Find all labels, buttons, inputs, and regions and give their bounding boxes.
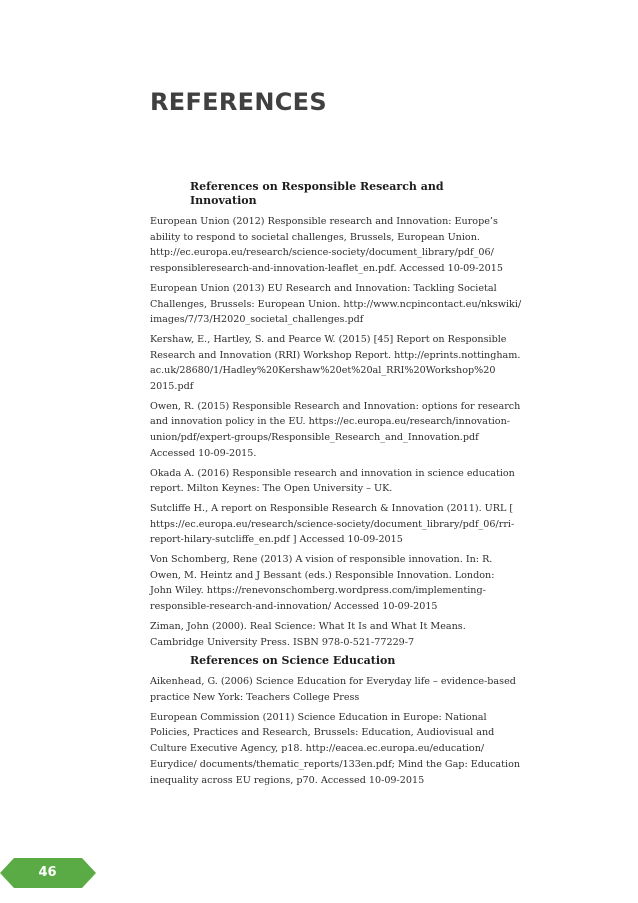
reference-line: ac.uk/28680/1/Hadley%20Kershaw%20et%20al_RRI%20Workshop%20: [150, 365, 496, 377]
reference-line: Challenges, Brussels: European Union. http://www.ncpincontact.eu/nkswiki/: [150, 298, 522, 310]
reference-line: Eurydice/ documents/thematic_reports/133en.pdf; Mind the Gap: Education: [150, 758, 521, 770]
reference-line: Von Schomberg, Rene (2013) A vision of responsible innovation. In: R.: [150, 554, 493, 566]
reference-line: responsibleresearch-and-innovation-leaflet_en.pdf. Accessed 10-09-2015: [150, 263, 503, 275]
reference-line: Kershaw, E., Hartley, S. and Pearce W. (2015) [45] Report on Responsible: [150, 333, 507, 345]
reference-line: images/7/73/H2020_societal_challenges.pdf: [150, 314, 364, 326]
reference-entry: [150, 619, 495, 650]
reference-entry: [150, 674, 516, 705]
reference-entry: [150, 399, 521, 462]
reference-line: John Wiley. https://renevonschomberg.wordpress.com/implementing-: [150, 585, 486, 597]
reference-entry: [150, 214, 503, 277]
reference-line: 2015.pdf: [150, 381, 194, 393]
section-heading-rri: References on Responsible Research and Innovation: [190, 180, 444, 207]
page-number: 46: [38, 865, 57, 880]
reference-line: ability to respond to societal challenges, Brussels, European Union.: [150, 231, 480, 243]
reference-line: European Union (2013) EU Research and Innovation: Tackling Societal: [150, 282, 497, 294]
reference-entry: [150, 710, 521, 789]
reference-line: Sutcliffe H., A report on Responsible Research & Innovation (2011). URL [: [150, 502, 514, 514]
reference-entry: [150, 501, 515, 548]
reference-line: European Union (2012) Responsible research and Innovation: Europe’s: [150, 216, 498, 227]
reference-entry: [150, 332, 521, 395]
reference-line: union/pdf/expert-groups/Responsible_Research_and_Innovation.pdf: [150, 432, 479, 444]
reference-line: report. Milton Keynes: The Open University – UK.: [150, 483, 393, 495]
reference-list-rri: [150, 214, 522, 650]
reference-line: and innovation policy in the EU. https://ec.europa.eu/research/innovation-: [150, 416, 511, 428]
reference-line: Policies, Practices and Research, Brussels: Education, Audiovisual and: [150, 727, 495, 739]
references-content: [150, 180, 522, 792]
reference-line: Culture Executive Agency, p18. http://eacea.ec.europa.eu/education/: [150, 743, 485, 755]
reference-line: Okada A. (2016) Responsible research and innovation in science education: [150, 467, 515, 479]
reference-line: practice New York: Teachers College Press: [150, 691, 360, 703]
section-heading-science-education: References on Science Education: [190, 654, 396, 668]
page-title: REFERENCES: [150, 88, 327, 116]
reference-line: Owen, M. Heintz and J Bessant (eds.) Responsible Innovation. London:: [150, 569, 495, 581]
reference-entry: [150, 466, 515, 497]
reference-entry: [150, 552, 495, 615]
reference-line: Owen, R. (2015) Responsible Research and Innovation: options for research: [150, 400, 521, 412]
reference-line: https://ec.europa.eu/research/science-society/document_library/pdf_06/rri-: [150, 518, 515, 530]
reference-line: Ziman, John (2000). Real Science: What It Is and What It Means.: [150, 620, 466, 632]
reference-line: Aikenhead, G. (2006) Science Education for Everyday life – evidence-based: [150, 676, 516, 688]
reference-entry: [150, 281, 522, 328]
reference-line: responsible-research-and-innovation/ Accessed 10-09-2015: [150, 601, 438, 613]
reference-line: http://ec.europa.eu/research/science-society/document_library/pdf_06/: [150, 247, 494, 259]
reference-line: European Commission (2011) Science Education in Europe: National: [150, 711, 487, 723]
reference-line: Accessed 10-09-2015.: [150, 447, 257, 459]
reference-list-science-education: [150, 674, 521, 788]
reference-line: Research and Innovation (RRI) Workshop Report. http://eprints.nottingham.: [150, 349, 521, 361]
reference-line: Cambridge University Press. ISBN 978-0-521-77229-7: [150, 636, 415, 648]
reference-line: inequality across EU regions, p70. Accessed 10-09-2015: [150, 774, 425, 786]
reference-line: report-hilary-sutcliffe_en.pdf ] Accessed 10-09-2015: [150, 534, 403, 546]
